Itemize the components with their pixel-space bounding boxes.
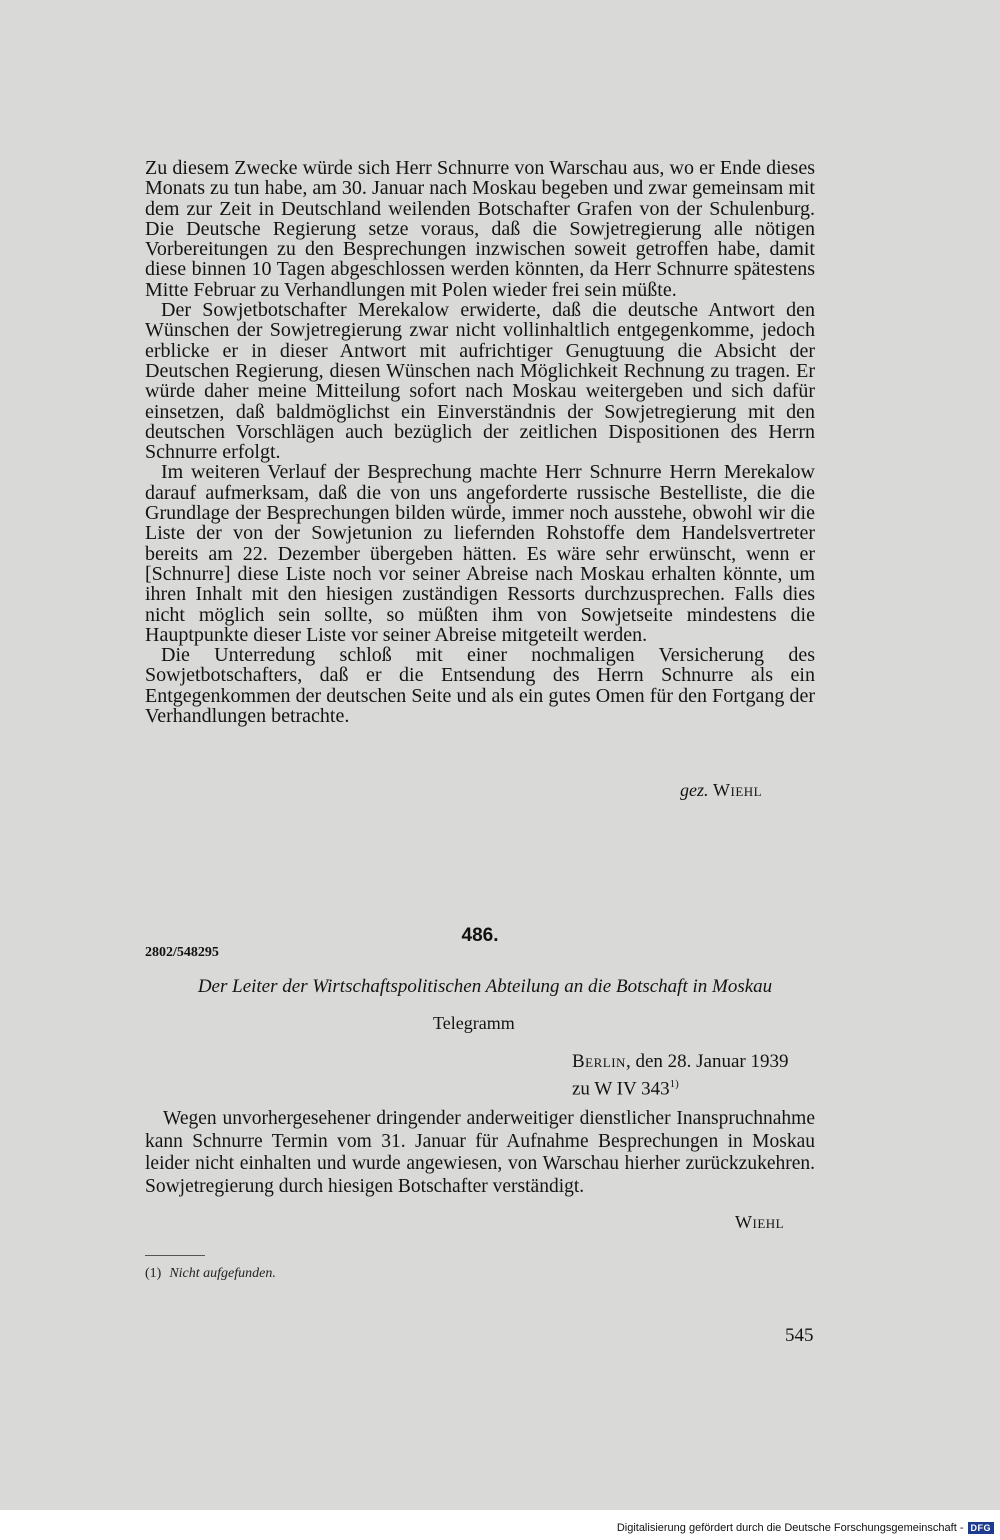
page-number: 545 [785, 1325, 814, 1346]
signature-prefix: gez. [680, 780, 709, 800]
telegram-body: Wegen unvorhergesehener dringender anderweitiger dienstlicher Inanspruchnahme kann Schnurre Termin vom 31. Januar für Aufnahme Besprechungen in Moskau leider nicht einhalten und wurde angewiesen, von Warschau hierher zurückzukehren. Sowjetregierung durch hiesigen Botschafter verständigt. [145, 1108, 815, 1197]
date: , den 28. Januar 1939 [625, 1051, 789, 1072]
footnote-text: Nicht aufgefunden. [169, 1266, 276, 1281]
footnote-divider [145, 1255, 205, 1256]
dfg-logo-icon: DFG [968, 1522, 995, 1534]
reference: zu W IV 343 [572, 1078, 670, 1100]
paragraph-1: Zu diesem Zwecke würde sich Herr Schnurre von Warschau aus, wo er Ende dieses Monats zu tun habe, am 30. Januar nach Moskau begeben und zwar gemeinsam mit dem zur Zeit in Deutschland weilenden Botschafter Grafen von der Schulenburg. Die Deutsche Regierung setze voraus, daß die Sowjetregierung alle nötigen Vorbereitungen zu den Besprechungen inzwischen soweit getroffen habe, damit diese binnen 10 Tagen abgeschlossen werden könnten, da Herr Schnurre spätestens Mitte Februar zu Verhandlungen mit Polen wieder frei sein müßte. [145, 157, 815, 301]
document-title: Der Leiter der Wirtschaftspolitischen Abteilung an die Botschaft in Moskau [197, 976, 773, 997]
reference-footnote-marker: 1) [669, 1078, 679, 1090]
paragraph-2: Der Sowjetbotschafter Merekalow erwiderte, daß die deutsche Antwort den Wünschen der Sowjetregierung zwar nicht vollinhaltlich entgegenkomme, jedoch erblicke er in dieser Antwort mit aufrichtiger Genugtuung die Absicht der Deutschen Regierung, diesen Wünschen nach Möglichkeit Rechnung zu tragen. Er würde daher meine Mitteilung sofort nach Moskau weitergeben und sich dafür einsetzen, daß baldmöglichst ein Einverständnis der Sowjetregierung mit den deutschen Vorschlägen auch bezüglich der zeitlichen Dispositionen des Herrn Schnurre erfolgt. [145, 299, 815, 464]
place-date-block [572, 1050, 788, 1100]
file-reference: 2802/548295 [145, 945, 219, 960]
credit-text: Digitalisierung gefördert durch die Deutsche Forschungsgemeinschaft - [616, 1522, 964, 1534]
place: Berlin [572, 1051, 626, 1072]
reference-line [572, 1073, 788, 1100]
place-date-line [572, 1050, 788, 1073]
signature-name: Wiehl [713, 780, 763, 800]
continuation-text [145, 158, 815, 726]
document-number: 486. [461, 925, 499, 946]
paragraph-4: Die Unterredung schloß mit einer nochmaligen Versicherung des Sowjetbotschafters, daß er die Entsendung des Herrn Schnurre als ein Entgegenkommen der deutschen Seite und als ein gutes Omen für den Fortgang der Verhandlungen betrachte. [145, 644, 815, 728]
paragraph-3: Im weiteren Verlauf der Besprechung machte Herr Schnurre Herrn Merekalow darauf aufmerksam, daß die von uns angeforderte russische Bestelliste, die die Grundlage der Besprechungen bilden würde, immer noch ausstehe, obwohl wir die Liste der von der Sowjetunion zu liefernden Rohstoffe dem Handelsvertreter bereits am 22. Dezember übergeben hätten. Es wäre sehr erwünscht, wenn er [Schnurre] diese Liste noch vor seiner Abreise nach Moskau erhalten könnte, um ihren Inhalt mit den hiesigen zuständigen Ressorts durchzusprechen. Falls dies nicht möglich sein sollte, so müßten ihm von Sowjetseite mindestens die Hauptpunkte dieser Liste vor seiner Abreise mitgeteilt werden. [145, 461, 815, 646]
footnote-marker: (1) [145, 1266, 162, 1281]
footnote [145, 1266, 276, 1282]
digitization-credit [617, 1522, 994, 1534]
document-type: Telegramm [433, 1013, 515, 1033]
telegram-signature: Wiehl [735, 1212, 785, 1232]
signature-gez [680, 780, 762, 801]
